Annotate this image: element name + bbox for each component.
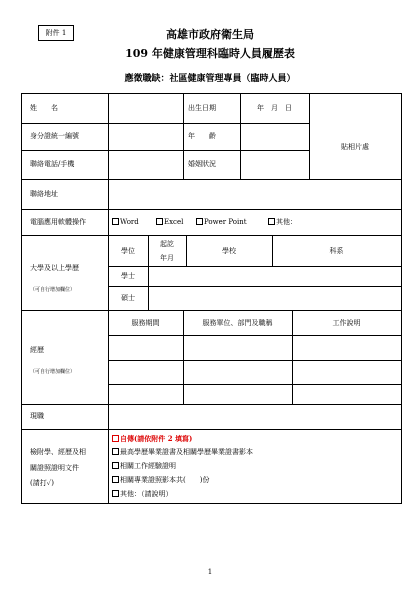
phone-label: 聯絡電話/手機 — [30, 160, 75, 168]
attachments-label-line3: (請打✓) — [30, 479, 54, 487]
name-label: 姓 名 — [30, 104, 58, 112]
attachment-certificates[interactable]: 相關專業證照影本共( )份 — [112, 476, 209, 485]
software-option-other[interactable]: 其他： — [268, 218, 297, 227]
address-label: 聯絡地址 — [30, 190, 58, 198]
education-col-department: 科系 — [329, 247, 344, 255]
checkbox[interactable] — [112, 435, 119, 442]
row-divider — [22, 310, 401, 311]
software-label: 電腦應用軟體操作 — [30, 218, 86, 226]
row-divider — [108, 286, 401, 287]
education-row-master: 碩士 — [121, 294, 135, 302]
row-divider — [22, 150, 309, 151]
software-option-excel[interactable]: Excel — [156, 218, 183, 227]
row-divider — [22, 429, 401, 430]
row-divider — [108, 360, 401, 361]
birth-date-label: 出生日期 — [188, 104, 216, 112]
checkbox[interactable] — [112, 218, 119, 225]
attachments-label-line2: 關證照證明文件 — [30, 464, 79, 472]
row-divider — [108, 266, 401, 267]
marital-status-label: 婚姻狀況 — [188, 160, 216, 168]
attachments-label-line1: 檢附學、經歷及相 — [30, 448, 86, 456]
row-divider — [22, 209, 401, 210]
checkbox[interactable] — [268, 218, 275, 225]
row-divider — [22, 235, 401, 236]
col-divider — [309, 94, 310, 179]
education-col-period-line1: 起訖 — [160, 240, 174, 248]
checkbox[interactable] — [112, 476, 119, 483]
page-number: 1 — [207, 568, 213, 576]
experience-note: （可自行增加欄位） — [30, 369, 76, 375]
education-row-bachelor: 學士 — [121, 272, 135, 280]
education-col-period-line2: 年月 — [160, 254, 174, 262]
education-label: 大學及以上學歷 — [30, 264, 79, 272]
checkbox[interactable] — [112, 490, 119, 497]
education-note: （可自行增加欄位） — [30, 287, 76, 293]
experience-col-period: 服務期間 — [131, 319, 160, 327]
resume-form-table — [21, 93, 402, 504]
checkbox[interactable] — [196, 218, 203, 225]
software-option-word[interactable]: Word — [112, 218, 139, 227]
agency-title: 高雄市政府衛生局 — [166, 28, 254, 41]
id-number-label: 身分證統一編號 — [30, 132, 79, 140]
education-col-school: 學校 — [222, 247, 236, 255]
birth-date-format: 年 月 日 — [257, 104, 292, 112]
age-label: 年 齡 — [188, 132, 216, 140]
education-col-degree: 學位 — [121, 247, 135, 255]
row-divider — [22, 404, 401, 405]
form-title: 109 年健康管理科臨時人員履歷表 — [125, 47, 295, 60]
software-option-powerpoint[interactable]: Power Point — [196, 218, 247, 227]
col-divider — [183, 94, 184, 179]
experience-col-description: 工作說明 — [332, 319, 361, 327]
attachment-diploma[interactable]: 最高學歷畢業證書及相關學歷畢業證書影本 — [112, 448, 253, 457]
row-divider — [22, 123, 309, 124]
checkbox[interactable] — [112, 462, 119, 469]
row-divider — [108, 384, 401, 385]
photo-placeholder: 貼相片處 — [341, 143, 369, 151]
attachment-other[interactable]: 其他：（請說明） — [112, 490, 173, 499]
row-divider — [108, 335, 401, 336]
experience-col-unit: 服務單位、部門及職稱 — [202, 319, 273, 327]
row-divider — [22, 179, 401, 180]
checkbox[interactable] — [156, 218, 163, 225]
annex-label: 附件 1 — [38, 25, 74, 41]
current-job-label: 現職 — [30, 412, 44, 420]
experience-label: 經歷 — [30, 346, 44, 354]
attachment-work-proof[interactable]: 相關工作經驗證明 — [112, 462, 176, 471]
attachment-autobiography[interactable]: 自傳(請依附件 2 填寫) — [112, 434, 192, 443]
checkbox[interactable] — [112, 448, 119, 455]
position-title: 應徵職缺：社區健康管理專員（臨時人員） — [124, 74, 296, 84]
